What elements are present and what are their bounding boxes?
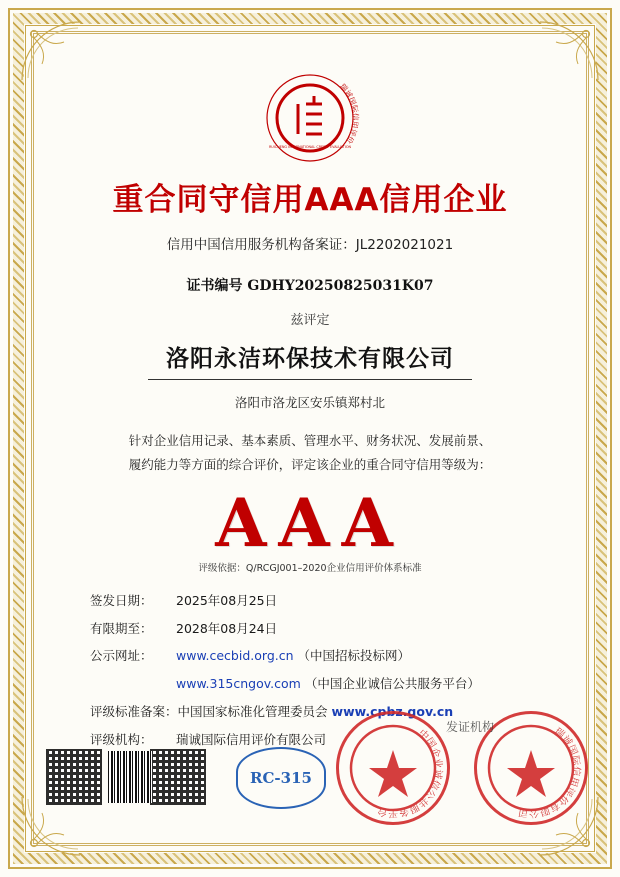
svg-text:RUICHENG INTERNATIONAL CREDIT: RUICHENG INTERNATIONAL CREDIT EVALUATION <box>268 145 352 149</box>
stamp-public-service-platform <box>336 711 450 825</box>
issue-date-value: 2025年08月25日 <box>176 592 278 608</box>
standard-filing-url[interactable]: www.cpbz.gov.cn <box>331 703 454 719</box>
issuing-authority-signature: 发证机构 <box>445 720 494 734</box>
standard-filing-value: 中国国家标准化管理委员会 <box>177 703 328 719</box>
qr-code-icon <box>150 749 206 805</box>
svg-text:瑞诚国际信用评价有限公司: 瑞诚国际信用评价有限公司 <box>517 726 582 819</box>
barcode-icon <box>108 751 152 803</box>
certificate-footer <box>40 719 580 831</box>
emblem-container <box>40 64 580 172</box>
rating-agency-value: 瑞诚国际信用评价有限公司 <box>176 731 327 747</box>
detail-row <box>90 592 530 611</box>
svg-text:瑞诚国际信用评价: 瑞诚国际信用评价 <box>338 81 361 146</box>
publish-url-label: 公示网址： <box>90 648 153 664</box>
detail-row <box>90 675 530 694</box>
certificate-content <box>40 40 580 837</box>
hereby-text: 兹评定 <box>290 313 330 329</box>
grade-value: AAA <box>215 483 405 562</box>
rc-315-badge: RC-315 <box>236 747 326 809</box>
certificate-number-label: 证书编号 <box>186 278 243 295</box>
publish-url-1-note: （中国招标投标网） <box>297 648 411 664</box>
standard-filing-label: 评级标准备案： <box>90 703 178 719</box>
expiry-date-value: 2028年08月24日 <box>176 620 278 636</box>
certificate-number-value: GDHY20250825031K07 <box>247 278 434 295</box>
svg-text:中国企业诚信公共服务平台: 中国企业诚信公共服务平台 <box>376 727 444 819</box>
filing-number: 信用中国信用服务机构备案证：JL2202021021 <box>166 237 454 254</box>
company-address: 洛阳市洛龙区安乐镇郑村北 <box>234 395 385 411</box>
qr-code-icon <box>46 749 102 805</box>
detail-row <box>90 647 530 666</box>
rating-agency-label: 评级机构： <box>90 731 153 747</box>
page-title: 重合同守信用AAA信用企业 <box>112 182 508 218</box>
company-name: 洛阳永洁环保技术有限公司 <box>148 340 472 380</box>
agency-emblem-icon <box>258 66 362 170</box>
grade-basis: 评级依据：Q/RCGJ001–2020企业信用评价体系标准 <box>198 562 422 574</box>
expiry-date-label: 有限期至： <box>90 620 153 636</box>
issue-date-label: 签发日期： <box>90 592 153 608</box>
publish-url-2-note: （中国企业诚信公共服务平台） <box>304 676 480 692</box>
publish-url-2[interactable]: www.315cngov.com <box>176 676 301 692</box>
evaluation-statement <box>110 429 510 477</box>
statement-line-1: 针对企业信用记录、基本素质、管理水平、财务状况、发展前景、 <box>128 433 492 449</box>
detail-row <box>90 620 530 639</box>
publish-url-1[interactable]: www.cecbid.org.cn <box>176 648 294 664</box>
statement-line-2: 履约能力等方面的综合评价，评定该企业的重合同守信用等级为： <box>128 456 492 472</box>
certificate-number <box>40 275 580 295</box>
